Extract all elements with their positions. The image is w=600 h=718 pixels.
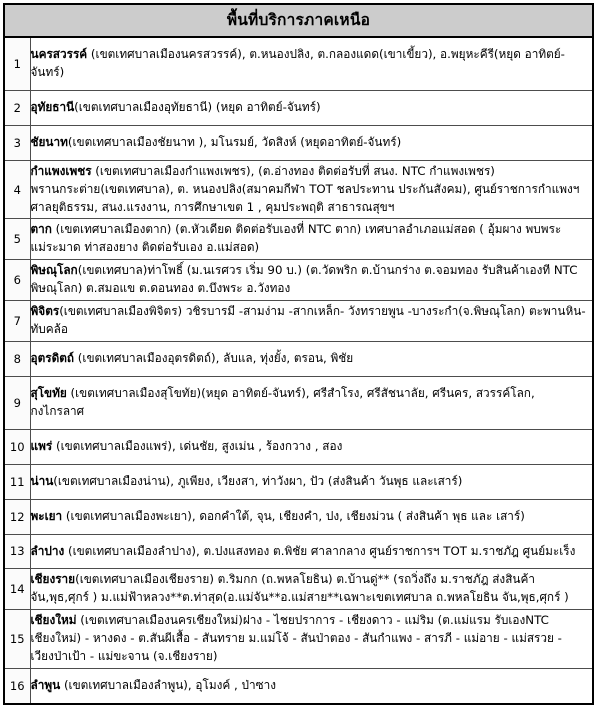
table-row <box>4 219 593 260</box>
service-area-cell <box>30 429 593 464</box>
table-row <box>4 376 593 429</box>
service-area-detail: (เขตเทศบาลเมืองอุตรดิตถ์), ลับแล, ทุ่งยั้ง, ตรอน, พิชัย <box>74 350 354 365</box>
province-name: อุทัยธานี <box>30 99 75 114</box>
table-row <box>4 429 593 464</box>
service-area-cell <box>30 90 593 125</box>
province-name: พิจิตร <box>30 304 60 319</box>
table-row <box>4 499 593 534</box>
table-row <box>4 610 593 669</box>
table-title: พื้นที่บริการภาคเหนือ <box>4 4 593 37</box>
service-area-cell <box>30 499 593 534</box>
table-body <box>4 37 593 704</box>
service-area-detail: (เขตเทศบาลเมืองนครสวรรค์), ต.หนองปลิง, ต.กลองแดด(เขาเขี้ยว), อ.พยุหะคีรี(หยุด อาทิตย์-จันทร์) <box>30 47 565 79</box>
service-area-cell <box>30 669 593 704</box>
table-row <box>4 464 593 499</box>
province-name: ลำปาง <box>30 543 65 558</box>
table-row <box>4 669 593 704</box>
service-area-detail: (เขตเทศบาลเมืองพะเยา), ดอกคำใต้, จุน, เชียงคำ, ปง, เชียงม่วน ( ส่งสินค้า พุธ และ เสาร์) <box>62 508 525 523</box>
table-row <box>4 125 593 160</box>
row-number: 2 <box>4 90 30 125</box>
service-area-cell <box>30 534 593 569</box>
row-number: 12 <box>4 499 30 534</box>
table-head <box>4 4 593 37</box>
row-number: 6 <box>4 260 30 301</box>
service-area-detail: (เขตเทศบาลเมืองน่าน), ภูเพียง, เวียงสา, ท่าวังผา, ปัว (ส่งสินค้า วันพุธ และเสาร์) <box>53 473 463 488</box>
province-name: พิษณุโลก <box>30 263 78 278</box>
service-area-detail: (เขตเทศบาลเมืองลำพูน), อุโมงค์ , ป่าซาง <box>60 678 277 693</box>
row-number: 3 <box>4 125 30 160</box>
province-name: แพร่ <box>30 438 53 453</box>
row-number: 1 <box>4 37 30 90</box>
service-area-cell <box>30 341 593 376</box>
service-area-detail: (เขตเทศบาลเมืองตาก) (ต.หัวเดียด ติดต่อรับเองที่ NTC ตาก) เทศบาลอำเภอแม่สอด ( อุ้มผาง พบพระ แม่ระมาด ท่าสองยาง ติดต่อรับเอง อ.แม่สอด) <box>30 222 562 255</box>
province-name: เชียงราย <box>30 572 76 587</box>
row-number: 10 <box>4 429 30 464</box>
service-area-detail: (เขตเทศบาลเมืองแพร่), เด่นชัย, สูงเม่น , ร้องกวาง , สอง <box>52 438 343 453</box>
service-area-detail: (เขตเทศบาลเมืองชัยนาท ), มโนรมย์, วัดสิงห์ (หยุดอาทิตย์-จันทร์) <box>67 134 402 149</box>
row-number: 9 <box>4 376 30 429</box>
province-name: สุโขทัย <box>30 385 67 400</box>
service-area-detail: (เขตเทศบาลเมืองพิจิตร) วชิรบารมี -สามง่าม -สากเหล็ก- วังทรายพูน -บางระกำ(จ.พิษณุโลก) ตะพานหิน-ทับคล้อ <box>30 304 586 337</box>
table-row <box>4 569 593 610</box>
table-row <box>4 90 593 125</box>
service-area-cell <box>30 125 593 160</box>
service-area-detail: (เขตเทศบาลเมืองนครเชียงใหม่)ฝาง - ไชยปราการ - เชียงดาว - แม่ริม (ต.แม่แรม รับเองNTC เชียงใหม่) - หางดง - ต.สันผีเสื้อ - สันทราย ม.แม่โจ้ - สันป่าตอง - สันกำแพง - สารภี - แม่อาย - แม่สรวย - เวียงป่าเป้า - แม่ขะจาน (จ.เชียงราย) <box>30 613 562 664</box>
row-number: 5 <box>4 219 30 260</box>
province-name: น่าน <box>30 473 54 488</box>
table-row <box>4 534 593 569</box>
service-area-cell <box>30 260 593 301</box>
service-area-cell <box>30 569 593 610</box>
service-area-table <box>3 3 594 705</box>
row-number: 13 <box>4 534 30 569</box>
province-name: นครสวรรค์ <box>30 47 88 61</box>
row-number: 4 <box>4 160 30 219</box>
table-row <box>4 301 593 342</box>
row-number: 8 <box>4 341 30 376</box>
service-area-cell <box>30 610 593 669</box>
table-row <box>4 37 593 90</box>
table-row <box>4 260 593 301</box>
service-area-cell <box>30 301 593 342</box>
row-number: 16 <box>4 669 30 704</box>
service-area-detail: (เขตเทศบาลเมืองกำแพงเพชร), (ต.อ่างทอง ติดต่อรับที่ สนง. NTC กำแพงเพชร) พรานกระต่าย(เขตเทศบาล), ต. หนองปลิง(สมาคมกีฬา TOT ชลประทาน ประกันสังคม), ศูนย์ราชการกำแพงฯ ศาลยุติธรรม, สนง.แรงงาน, การศึกษาเขต 1 , คุมประพฤติ สาธารณสุขฯ <box>30 163 580 214</box>
province-name: กำแพงเพชร <box>30 163 92 178</box>
row-number: 15 <box>4 610 30 669</box>
table-row <box>4 341 593 376</box>
table-row <box>4 160 593 219</box>
service-area-detail: (เขตเทศบาล)ท่าโพธิ์ (ม.นเรศวร เริ่ม 90 บ.) (ต.วัดพริก ต.บ้านกร่าง ต.จอมทอง รับสินค้าเองที NTC พิษณุโลก) ต.สมอแข ต.ดอนทอง ต.บึงพระ อ.วังทอง <box>30 263 578 296</box>
service-area-detail: (เขตเทศบาลเมืองลำปาง), ต.ปงแสงทอง ต.พิชัย ศาลากลาง ศูนย์ราชการฯ TOT ม.ราชภัฎ ศูนย์มะเร็ง <box>64 543 576 558</box>
row-number: 7 <box>4 301 30 342</box>
province-name: อุตรดิตถ์ <box>30 350 75 365</box>
service-area-cell <box>30 219 593 260</box>
province-name: ตาก <box>30 222 52 237</box>
service-area-detail: (เขตเทศบาลเมืองสุโขทัย)(หยุด อาทิตย์-จันทร์), ศรีสำโรง, ศรีสัชนาลัย, ศรีนคร, สวรรค์โลก, กงไกรลาศ <box>30 385 535 418</box>
province-name: พะเยา <box>30 508 63 523</box>
service-area-cell <box>30 464 593 499</box>
service-area-cell <box>30 37 593 90</box>
province-name: ลำพูน <box>30 678 61 693</box>
province-name: ชัยนาท <box>30 134 68 149</box>
service-area-cell <box>30 160 593 219</box>
service-area-detail: (เขตเทศบาลเมืองอุทัยธานี) (หยุด อาทิตย์-จันทร์) <box>74 99 321 114</box>
table-header-row <box>4 4 593 37</box>
row-number: 11 <box>4 464 30 499</box>
service-area-detail: (เขตเทศบาลเมืองเชียงราย) ต.ริมกก (ถ.พหลโยธิน) ต.บ้านดู่** (รถวิ่งถึง ม.ราชภัฎ ส่งสินค้า จัน,พุธ,ศุกร์ ) ม.แม่ฟ้าหลวง**ต.ท่าสุด(อ.แม่จัน**อ.แม่สาย**เฉพาะเขตเทศบาล ถ.พหลโยธิน จัน,พุธ,ศุกร์ ) <box>30 572 569 605</box>
service-area-cell <box>30 376 593 429</box>
province-name: เชียงใหม่ <box>30 613 77 628</box>
row-number: 14 <box>4 569 30 610</box>
